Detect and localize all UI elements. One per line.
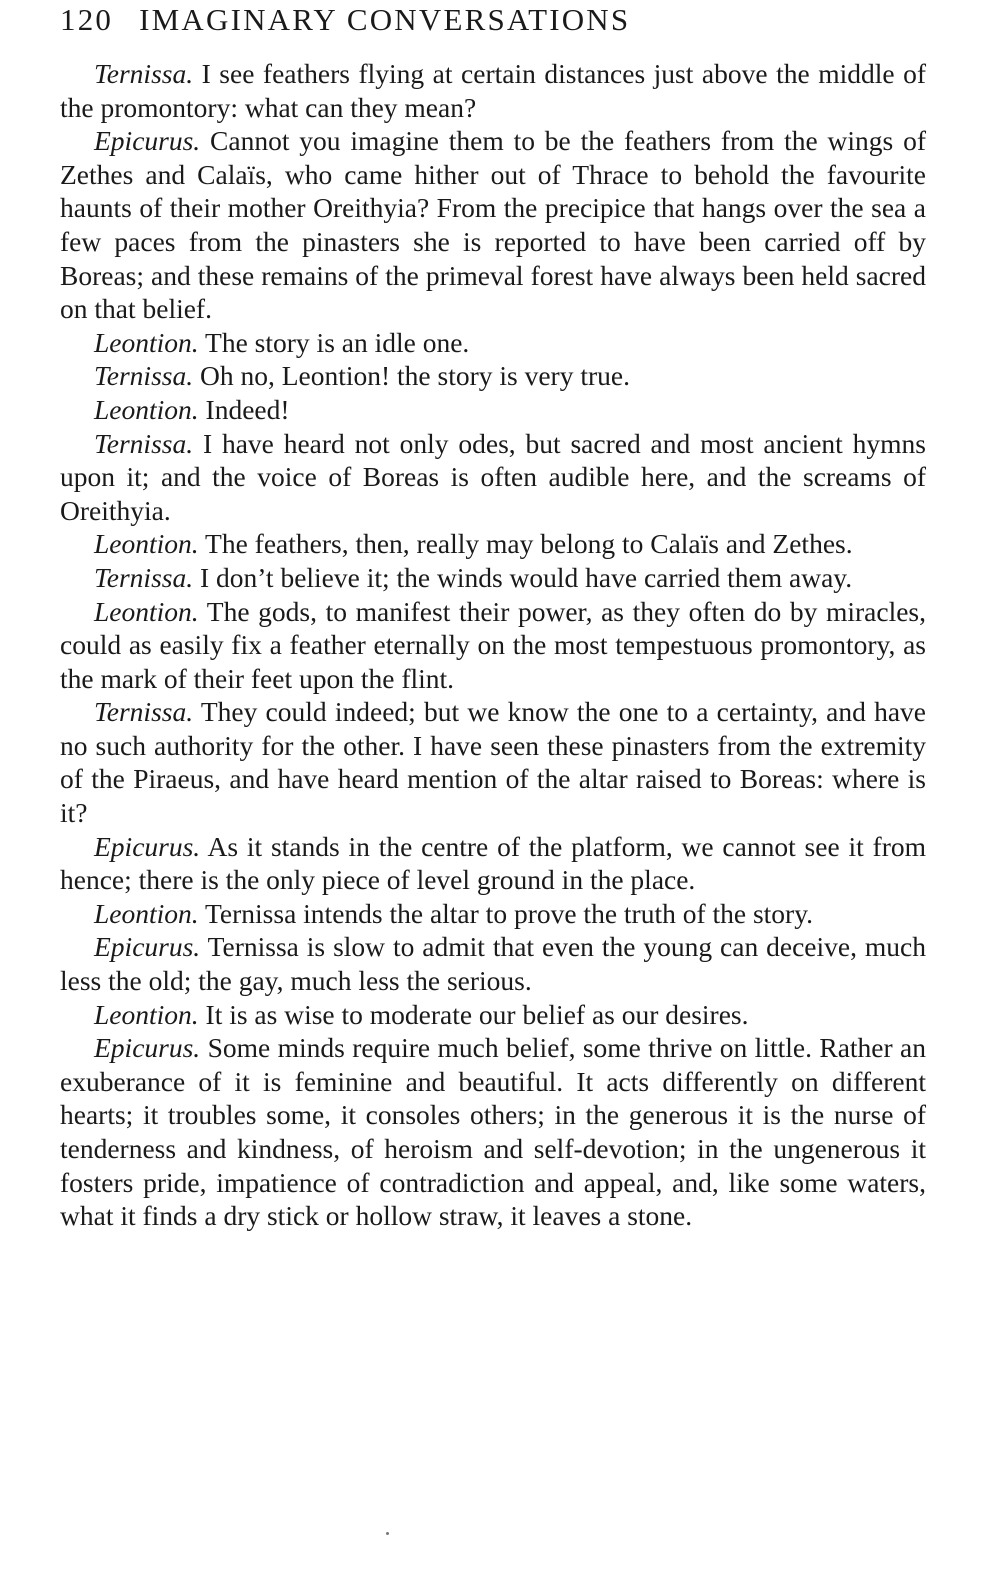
dialogue-paragraph — [60, 124, 926, 326]
speaker-name: Leontion. — [94, 897, 199, 929]
dialogue-paragraph — [60, 695, 926, 829]
speech-text: Cannot you imagine them to be the feathers from the wings of Zethes and Calaïs, who came hither out of Thrace to behold the favourite haunts of their mother Oreithyia? From the precipice that hangs over the sea a few paces from the pinasters she is reported to have been carried off by Boreas; and these remains of the primeval forest have always been held sacred on that belief. — [60, 125, 926, 325]
dialogue-paragraph — [60, 57, 926, 124]
speech-text: Ternissa is slow to admit that even the young can deceive, much less the old; the gay, much less the serious. — [60, 931, 926, 997]
dialogue-paragraph — [60, 326, 926, 360]
speaker-name: Epicurus. — [94, 125, 201, 157]
speech-text: The story is an idle one. — [205, 326, 470, 358]
speaker-name: Epicurus. — [94, 1032, 201, 1064]
speech-text: I have heard not only odes, but sacred and most ancient hymns upon it; and the voice of Boreas is often audible here, and the screams of Oreithyia. — [60, 427, 927, 526]
speaker-name: Epicurus. — [94, 931, 201, 963]
speech-text: Indeed! — [205, 393, 290, 425]
speech-text: I don’t believe it; the winds would have carried them away. — [199, 561, 853, 593]
page-number: 120 — [60, 2, 114, 37]
dialogue-paragraph — [60, 527, 926, 561]
dialogue-paragraph — [60, 830, 926, 897]
speech-text: I see feathers flying at certain distances just above the middle of the promontory: what can they mean? — [60, 58, 926, 123]
speech-text: The feathers, then, really may belong to Calaïs and Zethes. — [205, 528, 853, 560]
dialogue-text — [60, 57, 926, 1233]
dialogue-paragraph — [60, 998, 926, 1032]
speaker-name: Leontion. — [94, 326, 199, 358]
speaker-name: Ternissa. — [94, 360, 194, 392]
dialogue-paragraph — [60, 897, 926, 931]
speech-text: The gods, to manifest their power, as they often do by miracles, could as easily fix a feather eternally on the most tempestuous promontory, as the mark of their feet upon the flint. — [60, 595, 926, 694]
dialogue-paragraph — [60, 359, 926, 393]
speech-text: Ternissa intends the altar to prove the truth of the story. — [205, 897, 814, 929]
speaker-name: Epicurus. — [94, 830, 201, 862]
running-head — [60, 0, 926, 40]
speech-text: It is as wise to moderate our belief as our desires. — [205, 998, 749, 1030]
speech-text: Some minds require much belief, some thrive on little. Rather an exuberance of it is feminine and beautiful. It acts differently on different hearts; it troubles some, it consoles others; in the generous it is the nurse of tenderness and kindness, of heroism and self-devotion; in the ungenerous it fosters pride, impatience of contradiction and appeal, and, like some waters, what it finds a dry stick or hollow straw, it leaves a stone. — [60, 1032, 927, 1232]
dialogue-paragraph — [60, 595, 926, 696]
speaker-name: Ternissa. — [94, 561, 194, 593]
speech-text: As it stands in the centre of the platform, we cannot see it from hence; there is the only piece of level ground in the place. — [60, 830, 926, 896]
speaker-name: Ternissa. — [94, 427, 194, 459]
speaker-name: Leontion. — [94, 528, 199, 560]
speaker-name: Ternissa. — [94, 696, 194, 728]
speaker-name: Leontion. — [94, 998, 199, 1030]
dialogue-paragraph — [60, 393, 926, 427]
speaker-name: Leontion. — [94, 595, 199, 627]
speech-text: They could indeed; but we know the one to a certainty, and have no such authority for the other. I have seen these pinasters from the extremity of the Piraeus, and have heard mention of the altar raised to Boreas: where is it? — [60, 696, 926, 829]
dialogue-paragraph — [60, 930, 926, 997]
speaker-name: Leontion. — [94, 393, 199, 425]
speaker-name: Ternissa. — [94, 58, 194, 89]
ink-speck — [386, 1532, 389, 1535]
dialogue-paragraph — [60, 561, 926, 595]
speech-text: Oh no, Leontion! the story is very true. — [199, 360, 630, 392]
dialogue-paragraph — [60, 1031, 926, 1233]
dialogue-paragraph — [60, 427, 926, 528]
running-title: IMAGINARY CONVERSATIONS — [139, 2, 631, 37]
